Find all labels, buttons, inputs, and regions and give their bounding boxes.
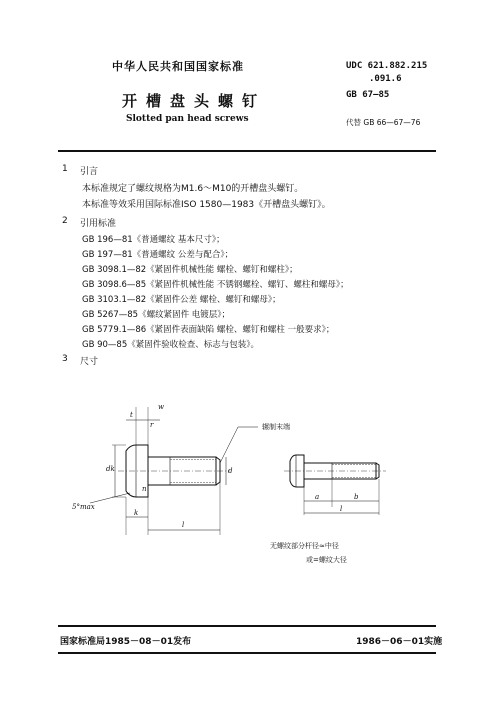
document-title: 开槽盘头螺钉	[122, 92, 267, 110]
footer-rule-top	[58, 625, 436, 627]
referenced-standard: GB 90—85《紧固件验收检查、标志与包装》。	[82, 340, 260, 350]
dim-label-t: t	[130, 411, 133, 419]
effective-date: 1986－06－01实施	[356, 637, 443, 647]
dim-label-dk: dk	[106, 465, 115, 473]
standard-number: GB 67—85	[346, 90, 390, 100]
left-screw-view	[90, 407, 258, 535]
drawing-svg	[70, 385, 410, 575]
referenced-standard: GB 3098.6—85《紧固件机械性能 不锈钢螺栓、螺钉、螺柱和螺母》；	[82, 280, 349, 290]
dim-label-l-right: l	[340, 505, 343, 513]
issue-date: 国家标准局1985－08－01发布	[60, 637, 192, 647]
referenced-standard: GB 3103.1—82《紧固件公差 螺栓、螺钉和螺母》；	[82, 295, 281, 305]
referenced-standard: GB 3098.1—82《紧固件机械性能 螺栓、螺钉和螺柱》；	[82, 265, 298, 275]
dim-label-a: a	[315, 493, 320, 501]
dim-label-5max: 5°max	[72, 503, 95, 511]
drawing-note-2: 或=螺纹大径	[306, 556, 347, 564]
section-3-title: 尺寸	[80, 357, 99, 367]
section-2-number: 2	[62, 216, 68, 226]
document-subtitle: Slotted pan head screws	[126, 114, 249, 124]
header-rule	[58, 150, 436, 152]
referenced-standard: GB 5779.1—86《紧固件表面缺陷 螺栓、螺钉和螺柱 一般要求》；	[82, 325, 335, 335]
dim-label-l-left: l	[182, 521, 185, 529]
udc-code-continued: .091.6	[369, 74, 402, 84]
section-1-number: 1	[62, 164, 68, 174]
referenced-standard: GB 197—81《普通螺纹 公差与配合》；	[82, 250, 234, 260]
dim-label-r: r	[150, 421, 154, 429]
issuing-organization: 中华人民共和国国家标准	[112, 60, 244, 73]
footer-rule-bottom	[58, 652, 436, 654]
rolled-end-label: 辗制末端	[262, 423, 290, 431]
referenced-standard: GB 5267—85《螺纹紧固件 电镀层》；	[82, 310, 231, 320]
dim-label-n: n	[142, 485, 147, 493]
section-1-title: 引言	[80, 167, 99, 177]
right-screw-view	[284, 455, 386, 515]
drawing-note-1: 无螺纹部分杆径≈中径	[270, 542, 339, 550]
section-1-paragraph-2: 本标准等效采用国际标准ISO 1580—1983《开槽盘头螺钉》。	[82, 200, 331, 210]
dim-label-k: k	[134, 509, 139, 517]
dim-label-w: w	[158, 403, 164, 411]
section-1-paragraph-1: 本标准规定了螺纹规格为M1.6～M10的开槽盘头螺钉。	[82, 184, 304, 194]
referenced-standard: GB 196—81《普通螺纹 基本尺寸》；	[82, 235, 225, 245]
section-3-number: 3	[62, 354, 68, 364]
udc-code: UDC 621.882.215	[346, 61, 428, 71]
section-2-title: 引用标准	[80, 219, 117, 229]
dim-label-d: d	[228, 467, 233, 475]
dim-label-b: b	[354, 493, 359, 501]
replaces-note: 代替 GB 66—67—76	[346, 118, 421, 127]
screw-dimension-drawing	[70, 385, 410, 575]
